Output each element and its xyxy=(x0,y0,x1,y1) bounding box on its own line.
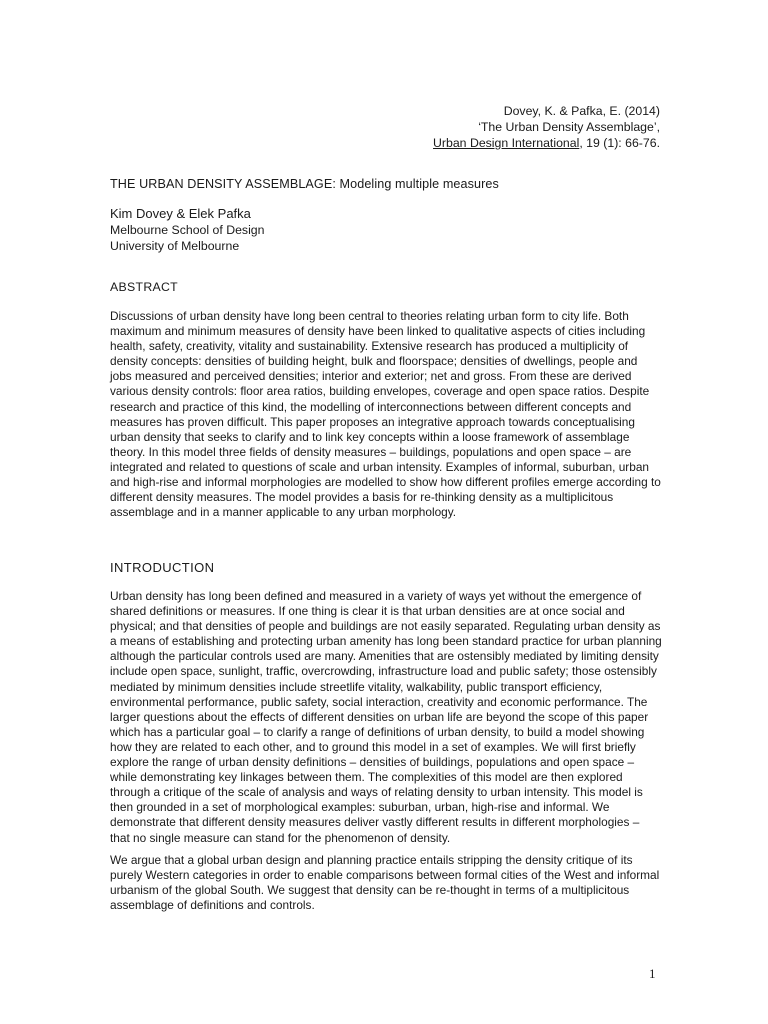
citation-title: ‘The Urban Density Assemblage’, xyxy=(478,120,660,134)
citation-block xyxy=(433,103,660,151)
affiliation-university: University of Melbourne xyxy=(110,238,240,253)
citation-volume: , 19 (1): 66-76. xyxy=(579,136,660,150)
introduction-paragraph-2: We argue that a global urban design and planning practice entails stripping the density critique of its purely Western categories in order to enable comparisons between formal cities of the West and informal urbanism of the global South. We suggest that density can be re-thought in terms of a multiplicitous assemblage of definitions and controls. xyxy=(110,853,660,913)
citation-authors: Dovey, K. & Pafka, E. (2014) xyxy=(503,104,660,118)
author-names: Kim Dovey & Elek Pafka xyxy=(110,206,251,221)
affiliation-school: Melbourne School of Design xyxy=(110,223,265,237)
author-affiliation xyxy=(110,223,265,254)
introduction-heading: INTRODUCTION xyxy=(110,560,215,575)
paper-page xyxy=(110,0,660,1024)
paper-title: THE URBAN DENSITY ASSEMBLAGE: Modeling multiple measures xyxy=(110,177,499,191)
page-number: 1 xyxy=(649,966,656,981)
journal-name: Urban Design International xyxy=(433,136,580,150)
introduction-paragraph-1: Urban density has long been defined and measured in a variety of ways yet without the emergence of shared definitions or measures. If one thing is clear it is that urban densities are at once social and physical; and that densities of people and buildings are not easily separated. Regulating urban density as a means of establishing and protecting urban amenity has long been standard practice for urban planning although the particular controls used are many. Amenities that are ostensibly mediated by limiting density include open space, sunlight, traffic, overcrowding, infrastructure load and public safety; those ostensibly mediated by minimum densities include streetlife vitality, walkability, public transport efficiency, environmental performance, public safety, social interaction, creativity and economic performance. The larger questions about the effects of different densities on urban life are beyond the scope of this paper which has a particular goal – to clarify a range of definitions of urban density, to build a model showing how they are related to each other, and to ground this model in a set of examples. We will first briefly explore the range of urban density definitions – densities of buildings, populations and open space – while demonstrating key linkages between them. The complexities of this model are then explored through a critique of the scale of analysis and ways of relating density to urban intensity. This model is then grounded in a set of morphological examples: suburban, urban, high-rise and informal. We demonstrate that different density measures deliver vastly different results in different morphologies – that no single measure can stand for the phenomenon of density. xyxy=(110,589,662,845)
citation-source xyxy=(433,135,660,151)
abstract-text: Discussions of urban density have long been central to theories relating urban form to city life. Both maximum and minimum measures of density have been linked to qualitative aspects of cities including health, safety, creativity, vitality and sustainability. Extensive research has produced a multiplicity of density concepts: densities of building height, bulk and floorspace; densities of dwellings, people and jobs measured and perceived densities; interior and exterior; net and gross. From these are derived various density controls: floor area ratios, building envelopes, coverage and open space ratios. Despite research and practice of this kind, the modelling of interconnections between different concepts and measures has proven difficult. This paper proposes an integrative approach towards conceptualising urban density that seeks to clarify and to link key concepts within a loose framework of assemblage theory. In this model three fields of density measures – buildings, populations and open space – are integrated and related to questions of scale and urban intensity. Examples of informal, suburban, urban and high-rise and informal morphologies are modelled to show how different profiles emerge according to different density measures. The model provides a basis for re-thinking density as a multiplicitous assemblage and in a manner applicable to any urban morphology. xyxy=(110,309,661,520)
abstract-heading: ABSTRACT xyxy=(110,280,178,294)
